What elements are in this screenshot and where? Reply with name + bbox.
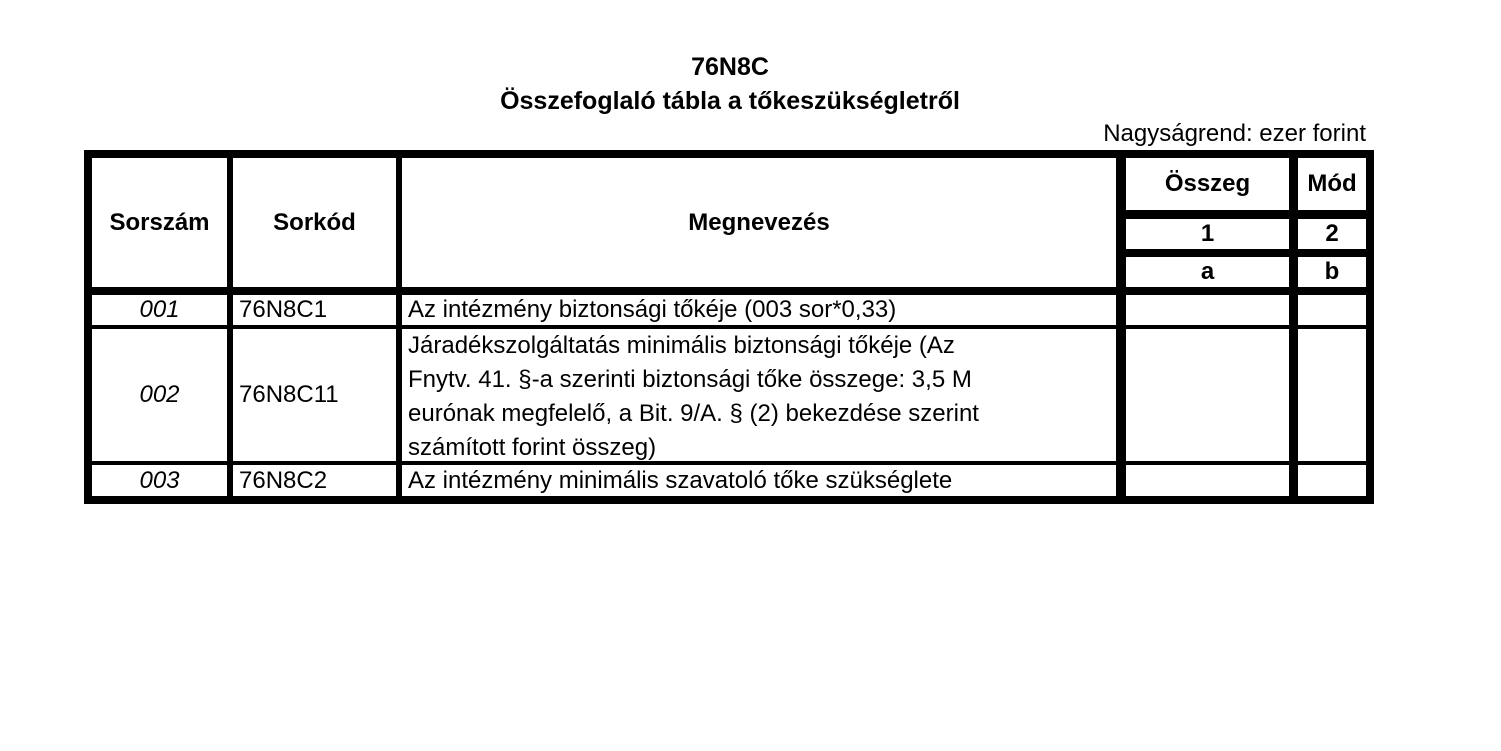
row-002-megnevezes-line-3: eurónak megfelelő, a Bit. 9/A. § (2) bekezdése szerint: [408, 400, 979, 427]
row-002-megnevezes-line-4: számított forint összeg): [408, 434, 657, 461]
row-001-sorszam: 001: [92, 295, 227, 325]
row-003-mod: [1298, 465, 1366, 496]
row-001-megnevezes: Az intézmény biztonsági tőkéje (003 sor*0,33): [402, 295, 1116, 325]
summary-table: [84, 150, 1374, 504]
row-003-sorkod: 76N8C2: [233, 465, 396, 496]
document-title: Összefoglaló tábla a tőkeszükségletről: [500, 87, 960, 115]
row-001-osszeg: [1126, 295, 1289, 325]
row-002-sorkod: 76N8C11: [233, 329, 396, 461]
header-sorszam: Sorszám: [92, 158, 227, 287]
header-mod-num: 2: [1298, 219, 1366, 249]
header-osszeg-num: 1: [1126, 219, 1289, 249]
unit-note: Nagyságrend: ezer forint: [1103, 120, 1366, 147]
header-megnevezes: Megnevezés: [402, 158, 1116, 287]
row-002-megnevezes: [402, 329, 1116, 461]
row-002-megnevezes-line-2: Fnytv. 41. §-a szerinti biztonsági tőke összege: 3,5 M: [408, 366, 972, 393]
row-001-sorkod: 76N8C1: [233, 295, 396, 325]
row-002-sorszam: 002: [92, 329, 227, 461]
document-code: 76N8C: [691, 53, 769, 81]
header-sorkod: Sorkód: [233, 158, 396, 287]
header-mod: Mód: [1298, 158, 1366, 210]
row-001-mod: [1298, 295, 1366, 325]
row-002-mod: [1298, 329, 1366, 461]
header-mod-letter: b: [1298, 257, 1366, 287]
row-002-megnevezes-line-1: Járadékszolgáltatás minimális biztonsági tőkéje (Az: [408, 332, 955, 359]
header-osszeg: Összeg: [1126, 158, 1289, 210]
row-003-sorszam: 003: [92, 465, 227, 496]
row-003-osszeg: [1126, 465, 1289, 496]
row-003-megnevezes: Az intézmény minimális szavatoló tőke szükséglete: [402, 465, 1116, 496]
row-002-osszeg: [1126, 329, 1289, 461]
header-osszeg-letter: a: [1126, 257, 1289, 287]
